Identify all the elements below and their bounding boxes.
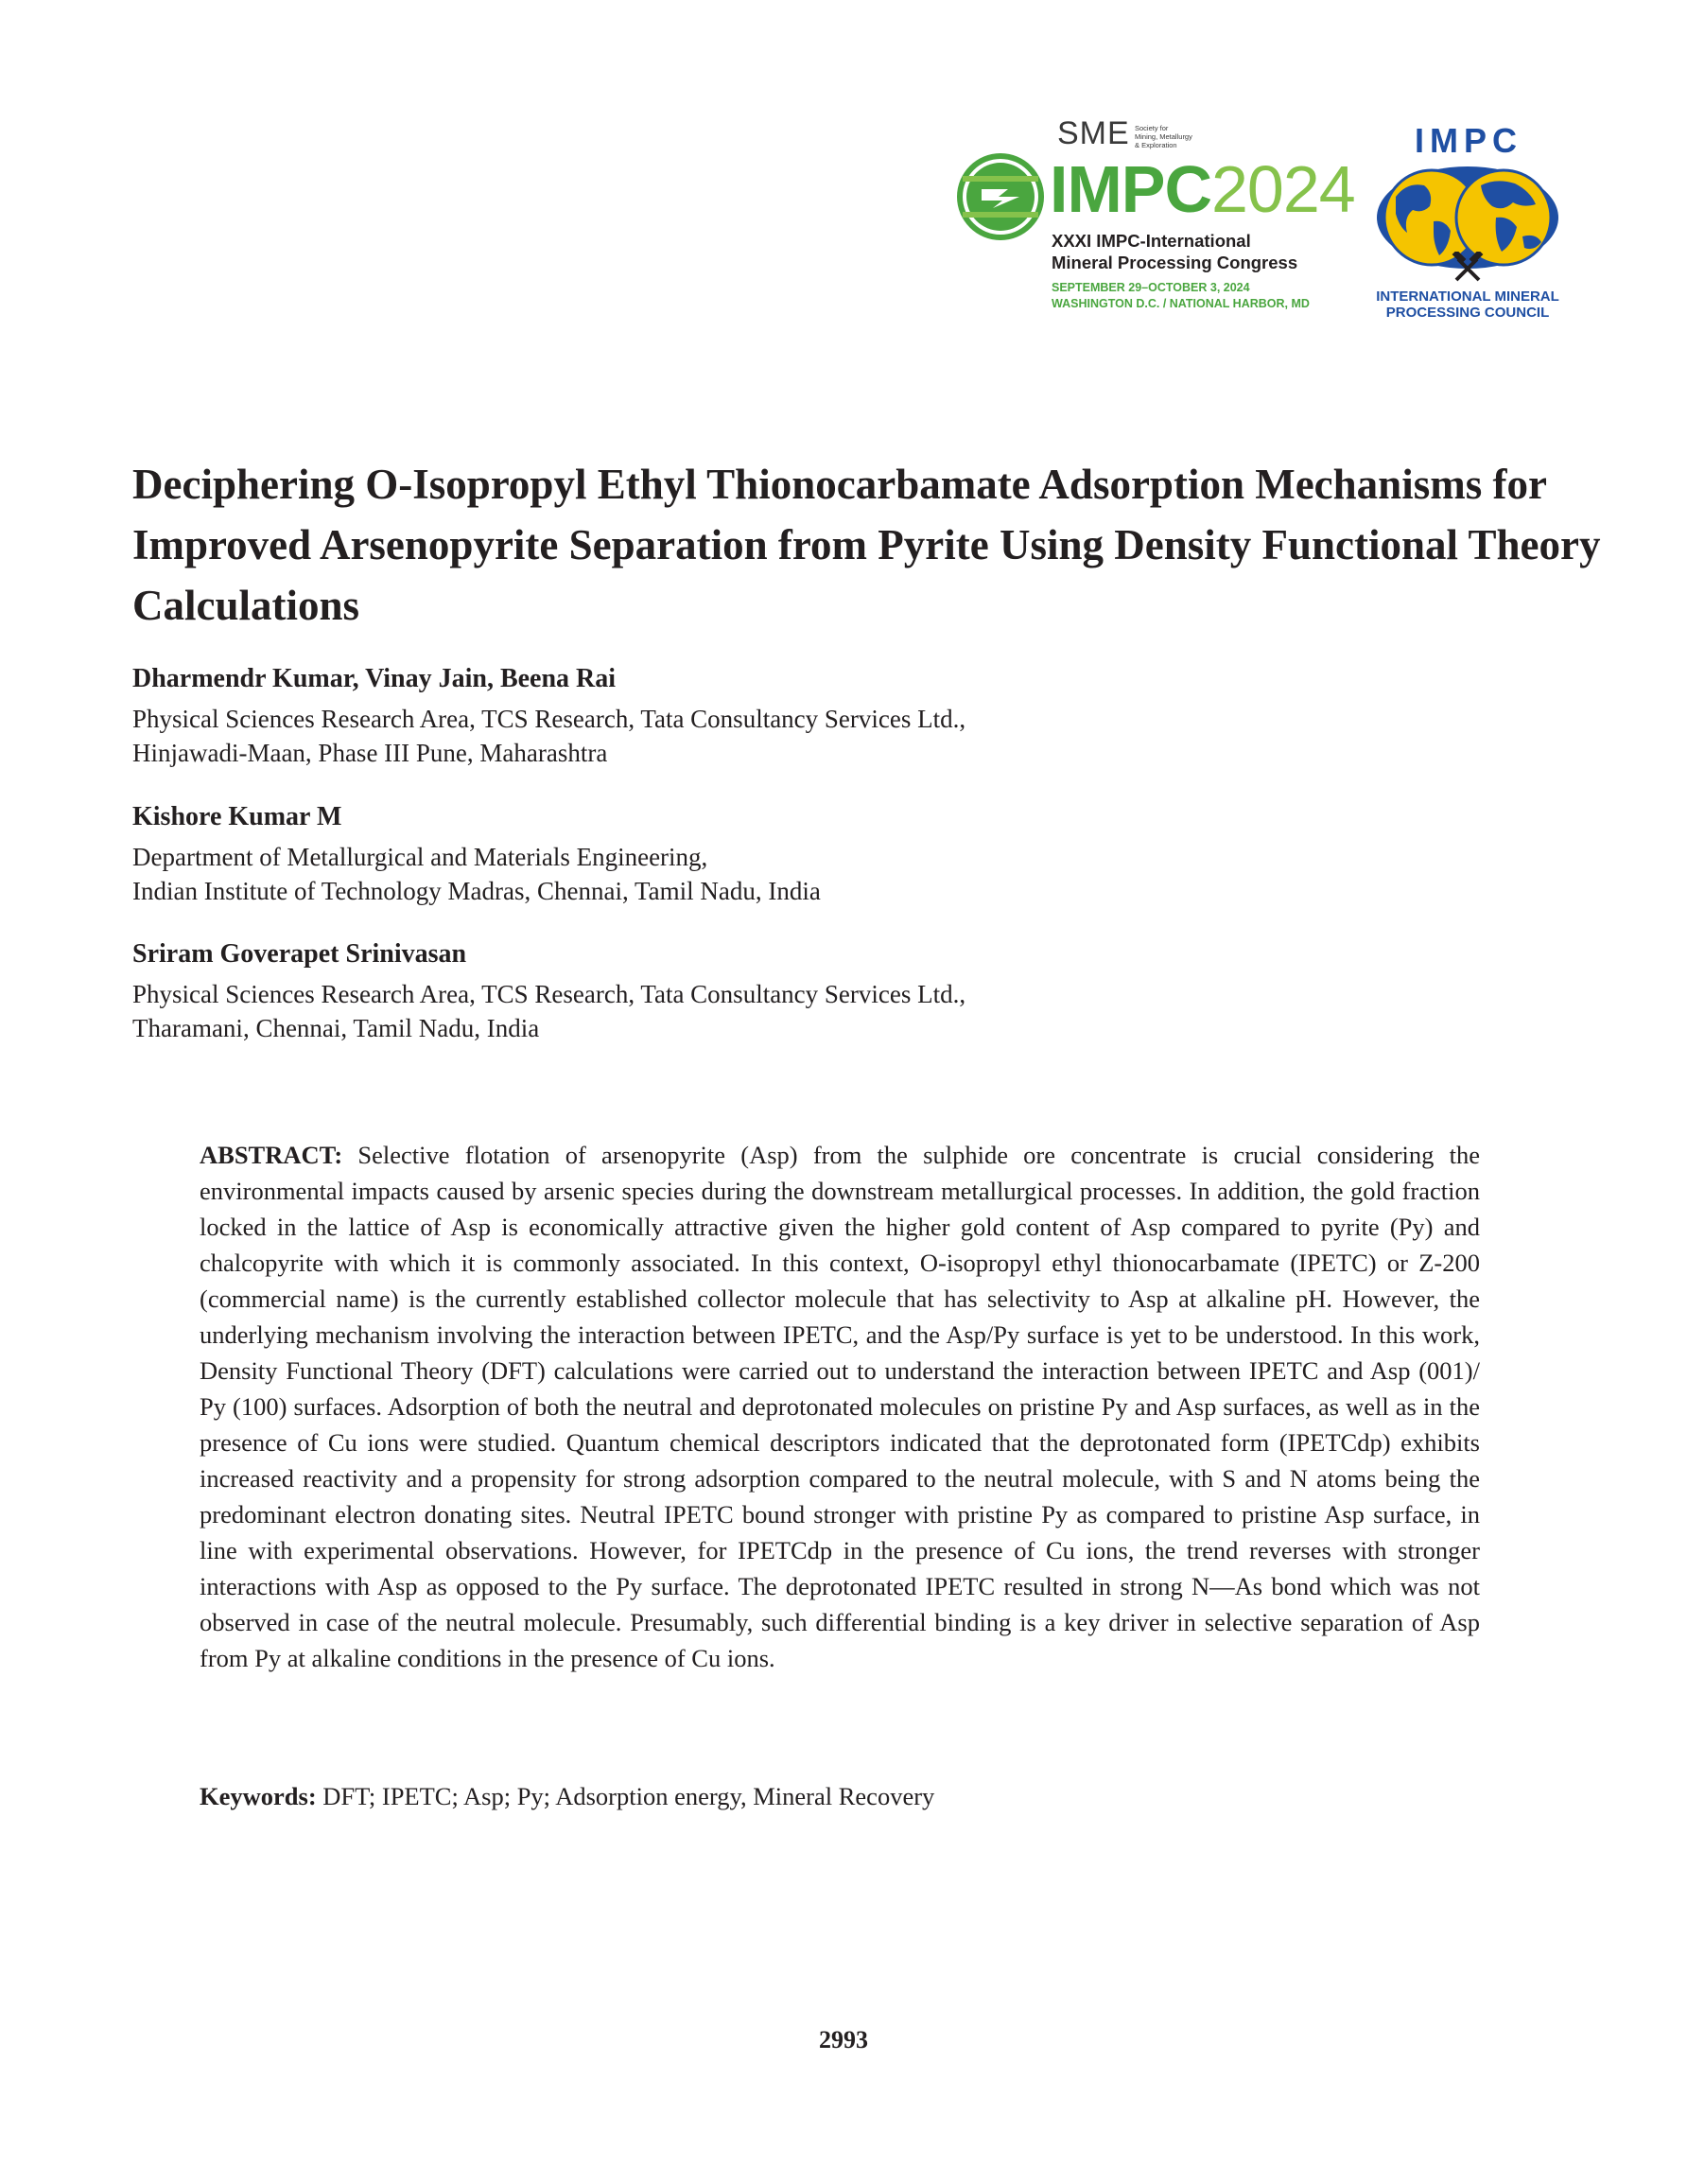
author-names: Sriram Goverapet Srinivasan <box>132 939 467 969</box>
congress-info <box>1052 230 1335 312</box>
impc-2024-wordmark <box>1050 152 1355 226</box>
council-logo <box>1362 121 1570 320</box>
page-number: 2993 <box>819 2026 868 2053</box>
author-names: Kishore Kumar M <box>132 802 342 831</box>
abstract-text: Selective flotation of arsenopyrite (Asp) from the sulphide ore concentrate is crucial considering the environmental impacts caused by arsenic species during the downstream metallurgical processes. In addition, the gold fraction locked in the lattice of Asp is economically attractive given the higher gold content of Asp compared to pyrite (Py) and chalcopyrite with which it is commonly associated. In this context, O-isopropyl ethyl thionocarbamate (IPETC) or Z-200 (commercial name) is the currently established collector molecule that has selectivity to Asp at alkaline pH. However, the underlying mechanism involving the interaction between IPETC, and the Asp/Py surface is yet to be understood. In this work, Density Functional Theory (DFT) calculations were carried out to understand the interaction between IPETC and Asp (001)/ Py (100) surfaces. Adsorption of both the neutral and deprotonated molecules on pristine Py and Asp surfaces, as well as in the presence of Cu ions were studied. Quantum chemical descriptors indicated that the deprotonated form (IPETCdp) exhibits increased reactivity and a propensity for strong adsorption compared to the neutral molecule, with S and N atoms being the predominant electron donating sites. Neutral IPETC bound stronger with pristine Py as compared to pristine Asp surface, in line with experimental observations. However, for IPETCdp in the presence of Cu ions, the trend reverses with stronger interactions with Asp as opposed to the Py surface. The deprotonated IPETC resulted in strong N—As bond which was not observed in case of the neutral molecule. Presumably, such differential binding is a key driver in selective separation of Asp from Py at alkaline conditions in the presence of Cu ions. <box>200 1141 1481 1672</box>
affiliation-line: Indian Institute of Technology Madras, Chennai, Tamil Nadu, India <box>132 877 821 905</box>
impc-globe-logo <box>955 151 1046 242</box>
author-group-3 <box>132 937 1551 1045</box>
affiliation-line: Hinjawadi-Maan, Phase III Pune, Maharashtra <box>132 739 608 767</box>
author-group-1 <box>132 662 1551 770</box>
affiliation-line: Physical Sciences Research Area, TCS Research, Tata Consultancy Services Ltd., <box>132 705 966 733</box>
congress-line-2: Mineral Processing Congress <box>1052 253 1298 272</box>
council-subtitle: INTERNATIONAL MINERAL PROCESSING COUNCIL <box>1376 288 1559 321</box>
abstract <box>200 1137 1480 1676</box>
council-title: IMPC <box>1415 121 1522 160</box>
author-group-2 <box>132 800 1551 908</box>
sme-tagline: Society for Mining, Metallurgy & Exploration <box>1135 124 1192 149</box>
congress-dates: SEPTEMBER 29–OCTOBER 3, 2024 <box>1052 281 1250 294</box>
sme-logo <box>1057 115 1209 155</box>
abstract-label: ABSTRACT: <box>200 1141 343 1169</box>
congress-line-1: XXXI IMPC-International <box>1052 231 1251 251</box>
impc-wordmark: IMPC <box>1050 152 1211 226</box>
affiliation-line: Physical Sciences Research Area, TCS Research, Tata Consultancy Services Ltd., <box>132 980 966 1008</box>
keywords-text: DFT; IPETC; Asp; Py; Adsorption energy, Mineral Recovery <box>322 1782 935 1810</box>
affiliation-line: Tharamani, Chennai, Tamil Nadu, India <box>132 1014 540 1042</box>
affiliation-line: Department of Metallurgical and Materials Engineering, <box>132 843 708 871</box>
impc-year: 2024 <box>1211 152 1355 226</box>
paper-title: Deciphering O-Isopropyl Ethyl Thionocarbamate Adsorption Mechanisms for Improved Arsenopyrite Separation from Pyrite Using Density Functional Theory Calculations <box>132 461 1601 629</box>
congress-location: WASHINGTON D.C. / NATIONAL HARBOR, MD <box>1052 297 1310 310</box>
keywords-label: Keywords: <box>200 1782 317 1810</box>
keywords <box>200 1778 1480 1814</box>
author-names: Dharmendr Kumar, Vinay Jain, Beena Rai <box>132 664 617 693</box>
crossed-hammers-icon <box>1451 252 1485 286</box>
sme-wordmark: SME <box>1057 115 1130 151</box>
